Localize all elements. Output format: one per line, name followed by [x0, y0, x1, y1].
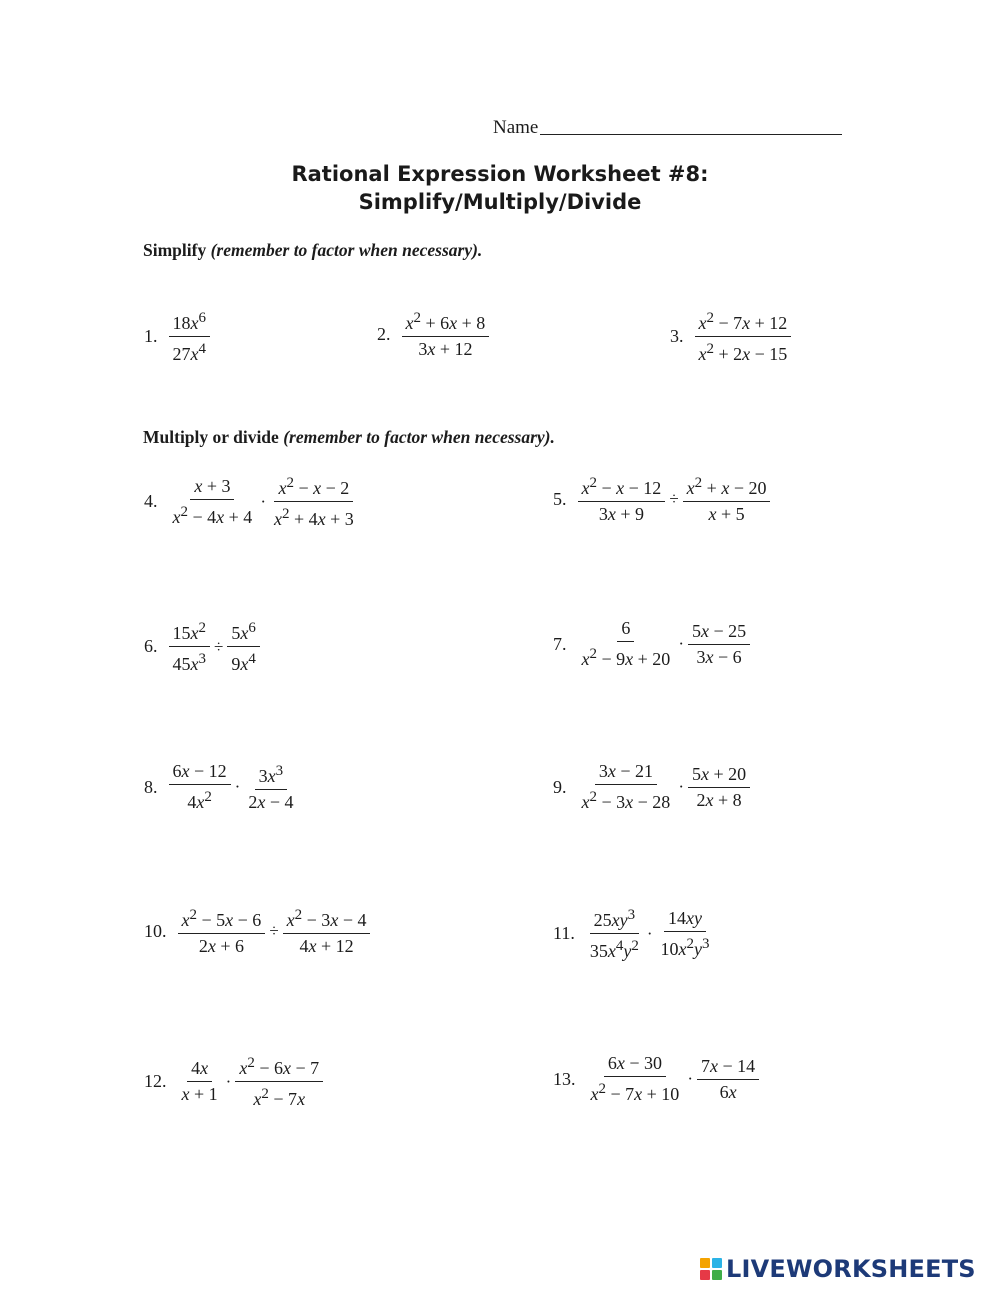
numerator: 6 — [617, 619, 634, 642]
numerator: $15x^2$ — [169, 619, 211, 647]
multiply-operator: · — [646, 923, 653, 943]
fraction — [178, 1059, 222, 1104]
numerator: 14xy — [664, 909, 706, 932]
logo-block — [700, 1258, 710, 1268]
problem-number: 4. — [144, 491, 158, 511]
numerator: x + 3 — [190, 477, 234, 500]
multiply-operator: · — [678, 777, 684, 796]
numerator: $x^2 - 5x - 6$ — [178, 906, 266, 934]
logo-block — [700, 1270, 710, 1280]
problem-number: 5. — [553, 488, 567, 509]
problem-number: 11. — [553, 923, 575, 943]
denominator: $10x^2y^3$ — [660, 935, 710, 959]
denominator: $35x^4y^2$ — [589, 938, 639, 961]
section-simplify-label: Simplify — [143, 240, 207, 260]
logo-block — [712, 1270, 722, 1280]
numerator: $5x^6$ — [227, 619, 260, 647]
numerator: $18x^6$ — [169, 309, 211, 337]
fraction — [578, 762, 675, 812]
denominator: $x^2 - 9x + 20$ — [581, 646, 671, 669]
fraction — [244, 762, 297, 812]
problem-number: 3. — [670, 326, 684, 346]
name-label: Name — [493, 117, 539, 138]
divide-operator: ÷ — [669, 489, 679, 508]
numerator: 3x − 21 — [595, 762, 657, 785]
denominator: x + 1 — [181, 1084, 218, 1104]
problem-number: 6. — [144, 636, 158, 656]
problem-1 — [144, 309, 211, 364]
denominator: 3x + 12 — [418, 339, 473, 359]
fraction — [169, 309, 211, 364]
problem-6 — [144, 619, 261, 674]
numerator: $25xy^3$ — [590, 906, 639, 934]
numerator: 7x − 14 — [697, 1057, 759, 1080]
problem-number: 2. — [377, 323, 391, 344]
logo-block — [712, 1258, 722, 1268]
denominator: 3x + 9 — [598, 504, 644, 524]
logo-blocks-icon — [700, 1258, 722, 1280]
fraction — [657, 909, 714, 959]
denominator: 4x + 12 — [299, 936, 354, 956]
numerator: 4x — [187, 1059, 212, 1082]
numerator: $x^2 + x - 20$ — [683, 474, 771, 502]
fraction — [578, 619, 675, 669]
problem-number: 13. — [553, 1068, 576, 1089]
fraction — [683, 474, 771, 524]
worksheet-title: Rational Expression Worksheet #8: — [291, 162, 709, 186]
fraction — [169, 477, 257, 527]
multiply-operator: · — [260, 491, 266, 511]
denominator: $x^2 + 4x + 3$ — [273, 506, 354, 529]
fraction — [586, 906, 643, 961]
name-blank-line[interactable] — [540, 133, 842, 135]
problem-number: 10. — [144, 920, 167, 941]
section-simplify-note: (remember to factor when necessary). — [210, 240, 483, 260]
numerator: 6x − 30 — [604, 1054, 666, 1077]
denominator: $x^2 + 2x - 15$ — [698, 341, 788, 364]
denominator: 2x + 8 — [696, 789, 742, 810]
numerator: $x^2 - x - 2$ — [274, 474, 353, 502]
denominator: $x^2 - 7x$ — [253, 1086, 306, 1109]
problem-12 — [144, 1054, 324, 1109]
fraction — [578, 474, 666, 524]
numerator: $x^2 - 3x - 4$ — [283, 906, 371, 934]
denominator: 2x − 4 — [248, 792, 294, 812]
divide-operator: ÷ — [269, 921, 279, 940]
divide-operator: ÷ — [214, 636, 224, 656]
numerator: 5x + 20 — [688, 765, 750, 788]
numerator: $3x^3$ — [255, 762, 288, 790]
denominator: 3x − 6 — [696, 646, 742, 667]
fraction — [169, 762, 231, 812]
liveworksheets-logo — [700, 1254, 976, 1284]
denominator: 2x + 6 — [198, 936, 244, 956]
denominator: $x^2 - 7x + 10$ — [590, 1081, 680, 1104]
multiply-operator: · — [678, 634, 684, 653]
multiply-operator: · — [687, 1069, 693, 1088]
section-multiply-divide — [143, 427, 555, 448]
problem-3 — [670, 309, 792, 364]
numerator: $x^2 + 6x + 8$ — [402, 309, 490, 337]
denominator: $4x^2$ — [187, 789, 212, 812]
multiply-operator: · — [225, 1071, 232, 1091]
problem-number: 8. — [144, 776, 158, 797]
problem-number: 9. — [553, 776, 567, 797]
name-field — [493, 117, 842, 139]
numerator: $x^2 - x - 12$ — [578, 474, 666, 502]
denominator: $27x^4$ — [172, 341, 206, 364]
problem-11 — [553, 906, 715, 961]
problem-number: 1. — [144, 326, 158, 346]
fraction — [178, 906, 266, 956]
denominator: $x^2 - 3x - 28$ — [581, 789, 671, 812]
problem-2 — [377, 309, 490, 359]
problem-9 — [553, 762, 751, 812]
multiply-operator: · — [234, 777, 241, 796]
problem-number: 7. — [553, 633, 567, 654]
fraction — [587, 1054, 684, 1104]
denominator: $x^2 - 4x + 4$ — [172, 503, 253, 527]
numerator: 6x − 12 — [169, 762, 231, 785]
fraction — [697, 1057, 759, 1102]
problem-13 — [553, 1054, 760, 1104]
problem-7 — [553, 619, 751, 669]
fraction — [695, 309, 792, 364]
numerator: 5x − 25 — [688, 622, 750, 645]
problem-4 — [144, 474, 359, 529]
section-simplify — [143, 240, 482, 261]
denominator: $9x^4$ — [231, 651, 256, 674]
fraction — [235, 1054, 323, 1109]
logo-text: LIVEWORKSHEETS — [726, 1255, 976, 1283]
fraction — [169, 619, 211, 674]
fraction — [688, 765, 750, 810]
problem-8 — [144, 762, 298, 812]
denominator: $45x^3$ — [172, 651, 206, 674]
numerator: $x^2 - 6x - 7$ — [235, 1054, 323, 1082]
denominator: x + 5 — [708, 504, 745, 524]
problem-10 — [144, 906, 371, 956]
denominator: 6x — [719, 1081, 737, 1102]
fraction — [270, 474, 358, 529]
fraction — [402, 309, 490, 359]
fraction — [227, 619, 260, 674]
section-multiply-divide-label: Multiply or divide — [143, 427, 279, 447]
problem-number: 12. — [144, 1071, 167, 1091]
worksheet-subtitle: Simplify/Multiply/Divide — [358, 190, 642, 214]
fraction — [283, 906, 371, 956]
problem-5 — [553, 474, 771, 524]
numerator: $x^2 - 7x + 12$ — [695, 309, 792, 337]
fraction — [688, 622, 750, 667]
section-multiply-divide-note: (remember to factor when necessary). — [283, 427, 555, 447]
